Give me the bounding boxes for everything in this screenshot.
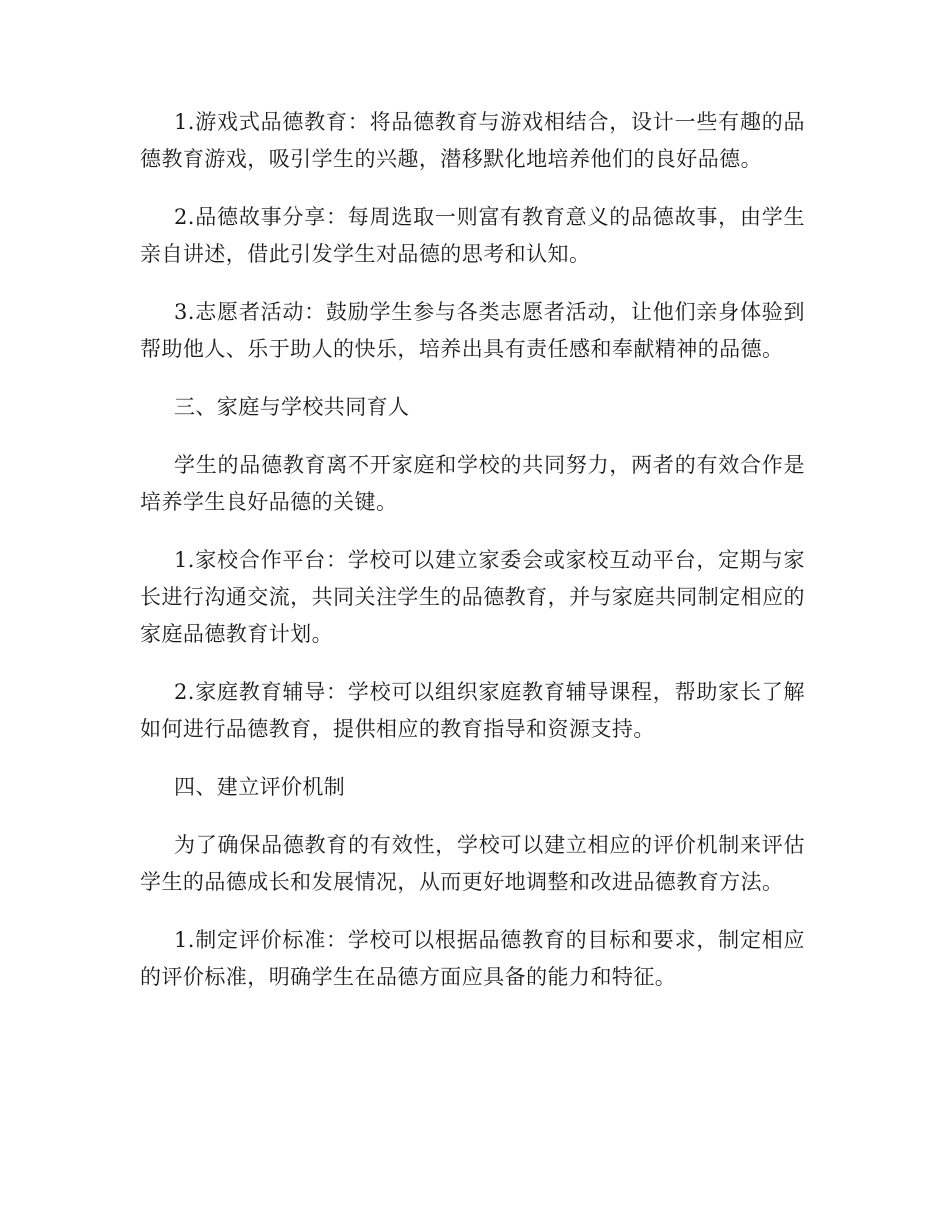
section-heading-evaluation: 四、建立评价机制 xyxy=(174,775,346,799)
paragraph-game-based-education: 1.游戏式品德教育：将品德教育与游戏相结合，设计一些有趣的品德教育游戏，吸引学生的兴趣，潜移默化地培养他们的良好品德。 xyxy=(140,110,805,171)
paragraph-home-school-platform: 1.家校合作平台：学校可以建立家委会或家校互动平台，定期与家长进行沟通交流，共同关注学生的品德教育，并与家庭共同制定相应的家庭品德教育计划。 xyxy=(140,548,805,646)
paragraph-story-sharing: 2.品德故事分享：每周选取一则富有教育意义的品德故事，由学生亲自讲述，借此引发学生对品德的思考和认知。 xyxy=(140,205,805,266)
paragraph-family-school-intro: 学生的品德教育离不开家庭和学校的共同努力，两者的有效合作是培养学生良好品德的关键。 xyxy=(140,453,805,514)
paragraph-family-education-guidance: 2.家庭教育辅导：学校可以组织家庭教育辅导课程，帮助家长了解如何进行品德教育，提供相应的教育指导和资源支持。 xyxy=(140,680,805,741)
paragraph-evaluation-intro: 为了确保品德教育的有效性，学校可以建立相应的评价机制来评估学生的品德成长和发展情况，从而更好地调整和改进品德教育方法。 xyxy=(140,833,805,894)
section-heading-family-school: 三、家庭与学校共同育人 xyxy=(174,395,410,419)
paragraph-evaluation-standards: 1.制定评价标准：学校可以根据品德教育的目标和要求，制定相应的评价标准，明确学生在品德方面应具备的能力和特征。 xyxy=(140,928,805,989)
paragraph-volunteer-activities: 3.志愿者活动：鼓励学生参与各类志愿者活动，让他们亲身体验到帮助他人、乐于助人的快乐，培养出具有责任感和奉献精神的品德。 xyxy=(140,300,805,361)
